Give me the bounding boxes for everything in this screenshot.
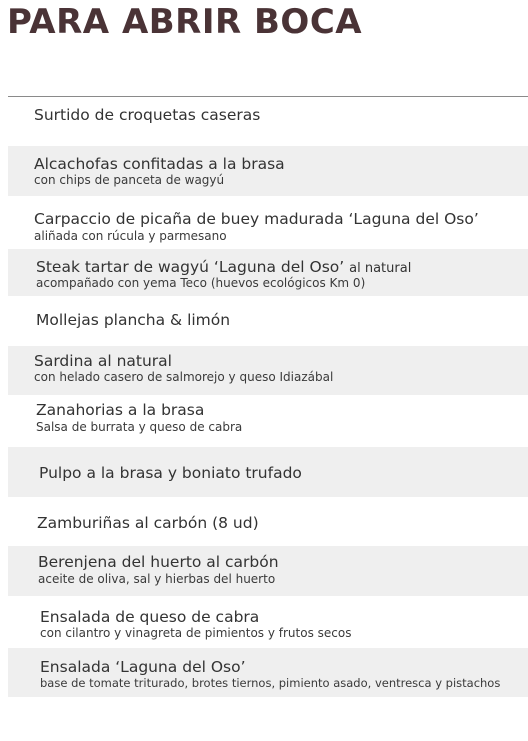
menu-item-name: Pulpo a la brasa y boniato trufado: [39, 464, 302, 482]
menu-item-name: Surtido de croquetas caseras: [34, 106, 261, 124]
menu-item: [8, 503, 528, 543]
menu-item: [8, 346, 528, 395]
menu-item-description: con cilantro y vinagreta de pimientos y frutos secos: [40, 626, 352, 640]
menu-item: [8, 249, 528, 296]
menu-item-name: Zanahorias a la brasa: [36, 401, 205, 419]
section-title: PARA ABRIR BOCA: [7, 2, 363, 42]
menu-item: [8, 201, 528, 245]
menu-item-description: Salsa de burrata y queso de cabra: [36, 420, 243, 434]
menu-item-name-main: Steak tartar de wagyú ‘Laguna del Oso’: [36, 258, 345, 276]
menu-item: [8, 302, 528, 340]
menu-item: [8, 601, 528, 645]
menu-item-name: Ensalada ‘Laguna del Oso’: [40, 658, 246, 676]
menu-item-description: aceite de oliva, sal y hierbas del huerto: [38, 572, 276, 586]
menu-item-name: Alcachofas confitadas a la brasa: [34, 155, 285, 173]
menu-item-description: aliñada con rúcula y parmesano: [34, 229, 227, 243]
menu-item-name: [36, 258, 411, 278]
menu-item-name-suffix: al natural: [349, 261, 412, 276]
menu-item-description: acompañado con yema Teco (huevos ecológicos Km 0): [36, 276, 366, 290]
menu-item: [8, 146, 528, 196]
menu-item-description: con helado casero de salmorejo y queso Idiazábal: [34, 370, 334, 384]
menu-item-name: Ensalada de queso de cabra: [40, 608, 260, 626]
menu-item-name: Berenjena del huerto al carbón: [38, 553, 279, 571]
menu-item-description: base de tomate triturado, brotes tiernos, pimiento asado, ventresca y pistachos: [40, 676, 501, 690]
menu-item: [8, 397, 528, 441]
menu-item: [8, 648, 528, 697]
menu-item-name: Zamburiñas al carbón (8 ud): [37, 514, 259, 532]
menu-item-name: Carpaccio de picaña de buey madurada ‘Laguna del Oso’: [34, 210, 479, 228]
menu-item-description: con chips de panceta de wagyú: [34, 173, 225, 187]
menu-item: [8, 447, 528, 497]
menu-item: [8, 546, 528, 596]
menu-item-name: Mollejas plancha & limón: [36, 311, 231, 329]
menu-item-name: Sardina al natural: [34, 352, 172, 370]
menu-item: [8, 97, 528, 133]
